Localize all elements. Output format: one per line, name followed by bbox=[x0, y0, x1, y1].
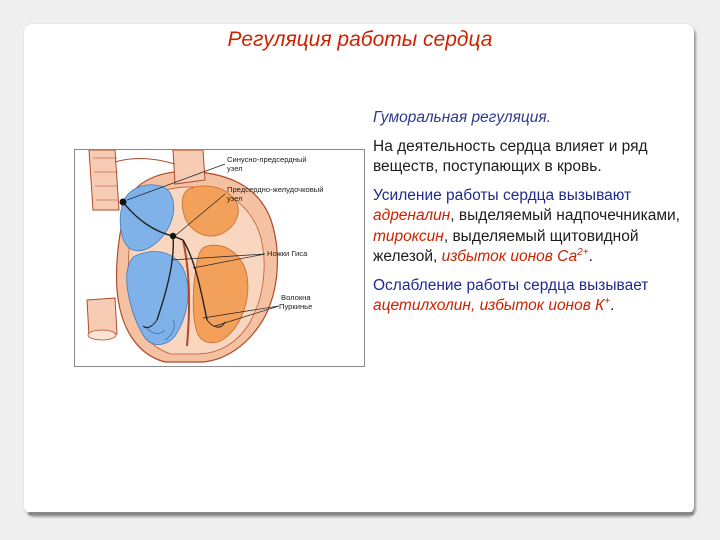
vena-cava-superior bbox=[89, 150, 119, 210]
label-purkinje-1: Волокна bbox=[281, 293, 311, 302]
weakening-text-a: Ослабление работы сердца вызывает bbox=[373, 276, 649, 294]
label-his-bundle: Ножки Гиса bbox=[267, 249, 308, 258]
calcium-term bbox=[442, 248, 589, 265]
label-av-node-1: Предсердно-желудочковый bbox=[227, 185, 324, 194]
slide-shadow-bar bbox=[28, 512, 694, 515]
paragraph-weakening bbox=[373, 276, 693, 317]
label-purkinje-2: Пуркинье bbox=[279, 302, 313, 311]
strengthening-text-c: , выделяемый щитовидной железой, bbox=[373, 227, 639, 265]
paragraph-intro: На деятельность сердца влияет и ряд веществ, поступающих в кровь. bbox=[373, 137, 648, 175]
strengthening-text-a: Усиление работы сердца вызывают bbox=[373, 186, 632, 204]
label-av-node-2: узел bbox=[227, 194, 243, 203]
text-block bbox=[373, 108, 693, 325]
slide-title: Регуляция работы сердца bbox=[227, 28, 493, 51]
acetylcholine-text: ацетилхолин, избыток ионов К bbox=[373, 297, 605, 314]
label-sa-node-2: узел bbox=[227, 164, 243, 173]
aorta bbox=[173, 150, 205, 184]
av-node bbox=[170, 233, 176, 239]
paragraph-strengthening bbox=[373, 186, 693, 268]
strengthening-end: . bbox=[588, 248, 593, 265]
label-sa-node-1: Синусно-предсердный bbox=[227, 155, 307, 164]
calcium-charge: 2+ bbox=[577, 246, 589, 258]
potassium-charge: + bbox=[604, 295, 611, 307]
subtitle: Гуморальная регуляция. bbox=[373, 109, 551, 126]
adrenalin-term: адреналин bbox=[373, 207, 451, 224]
calcium-text: избыток ионов Са bbox=[441, 248, 578, 265]
weakening-end: . bbox=[610, 297, 615, 314]
sa-node bbox=[120, 199, 127, 206]
acetylcholine-term bbox=[373, 297, 610, 314]
strengthening-text-b: , выделяемый надпочечниками, bbox=[450, 207, 680, 224]
heart-conduction-diagram bbox=[74, 149, 365, 367]
tiroxin-term: тироксин bbox=[373, 227, 444, 245]
heart-illustration bbox=[75, 150, 364, 366]
